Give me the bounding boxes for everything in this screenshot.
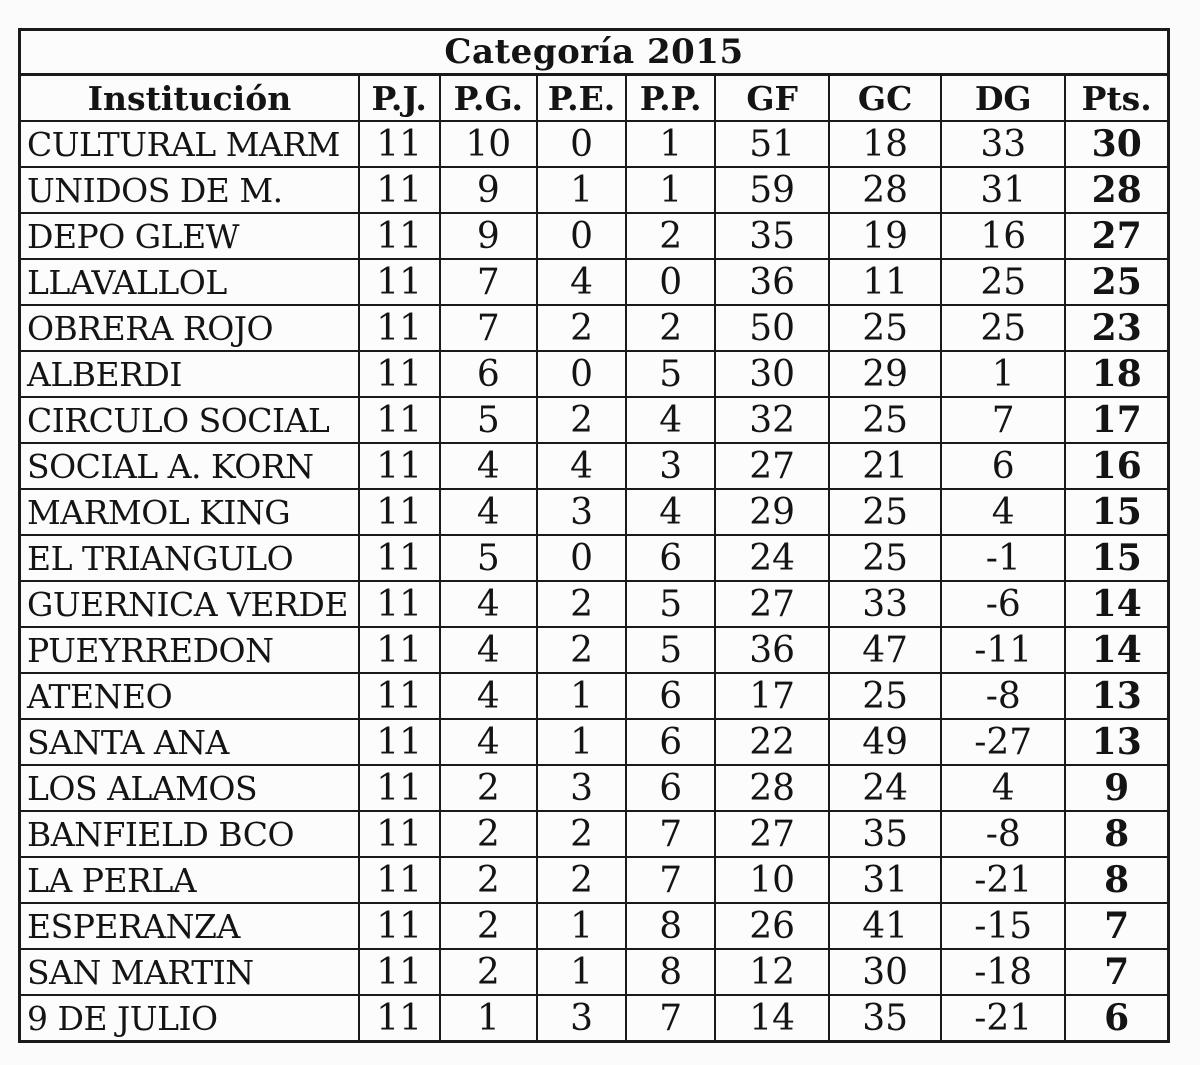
played: 11 — [359, 949, 440, 995]
won: 2 — [440, 903, 537, 949]
team-name: CIRCULO SOCIAL — [21, 397, 359, 443]
played: 11 — [359, 673, 440, 719]
goal-difference: 31 — [941, 167, 1065, 213]
lost: 2 — [626, 213, 715, 259]
played: 11 — [359, 811, 440, 857]
goals-against: 33 — [829, 581, 941, 627]
header-gf: GF — [715, 76, 829, 121]
goals-against: 47 — [829, 627, 941, 673]
goals-against: 24 — [829, 765, 941, 811]
goals-against: 25 — [829, 489, 941, 535]
played: 11 — [359, 535, 440, 581]
goals-against: 19 — [829, 213, 941, 259]
team-name: DEPO GLEW — [21, 213, 359, 259]
goal-difference: -18 — [941, 949, 1065, 995]
header-pg: P.G. — [440, 76, 537, 121]
drawn: 2 — [537, 581, 626, 627]
won: 4 — [440, 673, 537, 719]
goals-for: 30 — [715, 351, 829, 397]
goals-for: 24 — [715, 535, 829, 581]
goals-for: 26 — [715, 903, 829, 949]
lost: 7 — [626, 811, 715, 857]
header-gc: GC — [829, 76, 941, 121]
won: 4 — [440, 581, 537, 627]
team-name: 9 DE JULIO — [21, 995, 359, 1040]
drawn: 2 — [537, 627, 626, 673]
played: 11 — [359, 259, 440, 305]
goals-for: 32 — [715, 397, 829, 443]
played: 11 — [359, 443, 440, 489]
table-row — [21, 581, 1167, 627]
team-name: LOS ALAMOS — [21, 765, 359, 811]
team-name: PUEYRREDON — [21, 627, 359, 673]
goals-for: 27 — [715, 443, 829, 489]
team-name: MARMOL KING — [21, 489, 359, 535]
table-row — [21, 397, 1167, 443]
table-row — [21, 121, 1167, 167]
drawn: 0 — [537, 213, 626, 259]
drawn: 1 — [537, 903, 626, 949]
won: 4 — [440, 443, 537, 489]
drawn: 0 — [537, 351, 626, 397]
table-row — [21, 305, 1167, 351]
header-pe: P.E. — [537, 76, 626, 121]
won: 2 — [440, 765, 537, 811]
played: 11 — [359, 121, 440, 167]
standings-table — [18, 28, 1170, 1043]
won: 4 — [440, 489, 537, 535]
goals-against: 31 — [829, 857, 941, 903]
goals-against: 18 — [829, 121, 941, 167]
table-row — [21, 903, 1167, 949]
lost: 1 — [626, 121, 715, 167]
lost: 7 — [626, 857, 715, 903]
points: 27 — [1065, 213, 1167, 259]
table-row — [21, 949, 1167, 995]
team-name: LA PERLA — [21, 857, 359, 903]
drawn: 0 — [537, 535, 626, 581]
lost: 3 — [626, 443, 715, 489]
table-row — [21, 765, 1167, 811]
played: 11 — [359, 397, 440, 443]
points: 6 — [1065, 995, 1167, 1040]
goal-difference: 25 — [941, 259, 1065, 305]
lost: 1 — [626, 167, 715, 213]
team-name: CULTURAL MARM — [21, 121, 359, 167]
goals-for: 50 — [715, 305, 829, 351]
goals-against: 49 — [829, 719, 941, 765]
table-row — [21, 167, 1167, 213]
goal-difference: 16 — [941, 213, 1065, 259]
played: 11 — [359, 719, 440, 765]
lost: 5 — [626, 351, 715, 397]
goal-difference: -21 — [941, 857, 1065, 903]
team-name: SOCIAL A. KORN — [21, 443, 359, 489]
goals-against: 11 — [829, 259, 941, 305]
goals-for: 10 — [715, 857, 829, 903]
goal-difference: -27 — [941, 719, 1065, 765]
table-row — [21, 535, 1167, 581]
goals-for: 36 — [715, 259, 829, 305]
lost: 8 — [626, 903, 715, 949]
goals-for: 35 — [715, 213, 829, 259]
won: 4 — [440, 719, 537, 765]
goal-difference: 33 — [941, 121, 1065, 167]
played: 11 — [359, 489, 440, 535]
team-name: OBRERA ROJO — [21, 305, 359, 351]
drawn: 1 — [537, 167, 626, 213]
drawn: 1 — [537, 719, 626, 765]
goals-against: 25 — [829, 535, 941, 581]
lost: 4 — [626, 397, 715, 443]
played: 11 — [359, 305, 440, 351]
won: 9 — [440, 213, 537, 259]
table-row — [21, 673, 1167, 719]
points: 17 — [1065, 397, 1167, 443]
goals-for: 36 — [715, 627, 829, 673]
won: 1 — [440, 995, 537, 1040]
lost: 6 — [626, 765, 715, 811]
won: 9 — [440, 167, 537, 213]
goals-against: 21 — [829, 443, 941, 489]
goals-against: 25 — [829, 305, 941, 351]
points: 15 — [1065, 489, 1167, 535]
standings-grid — [21, 76, 1167, 1040]
team-name: UNIDOS DE M. — [21, 167, 359, 213]
drawn: 1 — [537, 949, 626, 995]
table-row — [21, 627, 1167, 673]
table-row — [21, 351, 1167, 397]
points: 28 — [1065, 167, 1167, 213]
header-pts: Pts. — [1065, 76, 1167, 121]
lost: 5 — [626, 581, 715, 627]
goal-difference: -15 — [941, 903, 1065, 949]
won: 6 — [440, 351, 537, 397]
table-title: Categoría 2015 — [21, 31, 1167, 76]
played: 11 — [359, 351, 440, 397]
goals-against: 29 — [829, 351, 941, 397]
lost: 4 — [626, 489, 715, 535]
points: 16 — [1065, 443, 1167, 489]
won: 2 — [440, 857, 537, 903]
points: 8 — [1065, 857, 1167, 903]
goal-difference: -8 — [941, 673, 1065, 719]
points: 30 — [1065, 121, 1167, 167]
lost: 0 — [626, 259, 715, 305]
points: 18 — [1065, 351, 1167, 397]
points: 13 — [1065, 719, 1167, 765]
played: 11 — [359, 857, 440, 903]
goals-for: 14 — [715, 995, 829, 1040]
drawn: 3 — [537, 489, 626, 535]
drawn: 2 — [537, 397, 626, 443]
goals-for: 27 — [715, 581, 829, 627]
header-pp: P.P. — [626, 76, 715, 121]
team-name: BANFIELD BCO — [21, 811, 359, 857]
table-row — [21, 259, 1167, 305]
table-row — [21, 857, 1167, 903]
table-row — [21, 719, 1167, 765]
goals-against: 28 — [829, 167, 941, 213]
played: 11 — [359, 903, 440, 949]
goals-against: 35 — [829, 995, 941, 1040]
drawn: 2 — [537, 811, 626, 857]
goals-for: 12 — [715, 949, 829, 995]
goals-against: 25 — [829, 397, 941, 443]
goal-difference: 1 — [941, 351, 1065, 397]
goals-for: 27 — [715, 811, 829, 857]
points: 13 — [1065, 673, 1167, 719]
won: 5 — [440, 535, 537, 581]
won: 2 — [440, 949, 537, 995]
played: 11 — [359, 167, 440, 213]
header-institucion: Institución — [21, 76, 359, 121]
points: 14 — [1065, 627, 1167, 673]
goals-against: 35 — [829, 811, 941, 857]
goal-difference: 7 — [941, 397, 1065, 443]
lost: 8 — [626, 949, 715, 995]
drawn: 2 — [537, 857, 626, 903]
goals-for: 17 — [715, 673, 829, 719]
table-row — [21, 213, 1167, 259]
goals-against: 25 — [829, 673, 941, 719]
goals-against: 30 — [829, 949, 941, 995]
played: 11 — [359, 627, 440, 673]
goal-difference: 25 — [941, 305, 1065, 351]
lost: 7 — [626, 995, 715, 1040]
goal-difference: -1 — [941, 535, 1065, 581]
won: 7 — [440, 305, 537, 351]
lost: 6 — [626, 673, 715, 719]
drawn: 4 — [537, 443, 626, 489]
points: 15 — [1065, 535, 1167, 581]
goals-against: 41 — [829, 903, 941, 949]
goal-difference: -8 — [941, 811, 1065, 857]
header-row — [21, 76, 1167, 121]
table-row — [21, 443, 1167, 489]
lost: 2 — [626, 305, 715, 351]
won: 10 — [440, 121, 537, 167]
goal-difference: -11 — [941, 627, 1065, 673]
drawn: 2 — [537, 305, 626, 351]
goals-for: 28 — [715, 765, 829, 811]
goals-for: 29 — [715, 489, 829, 535]
drawn: 1 — [537, 673, 626, 719]
won: 2 — [440, 811, 537, 857]
won: 5 — [440, 397, 537, 443]
goals-for: 59 — [715, 167, 829, 213]
table-row — [21, 811, 1167, 857]
team-name: ALBERDI — [21, 351, 359, 397]
table-row — [21, 995, 1167, 1040]
played: 11 — [359, 213, 440, 259]
goal-difference: 4 — [941, 489, 1065, 535]
team-name: ATENEO — [21, 673, 359, 719]
team-name: ESPERANZA — [21, 903, 359, 949]
table-row — [21, 489, 1167, 535]
header-dg: DG — [941, 76, 1065, 121]
goals-for: 51 — [715, 121, 829, 167]
drawn: 4 — [537, 259, 626, 305]
goal-difference: -21 — [941, 995, 1065, 1040]
drawn: 3 — [537, 765, 626, 811]
lost: 6 — [626, 535, 715, 581]
played: 11 — [359, 581, 440, 627]
goal-difference: 6 — [941, 443, 1065, 489]
team-name: EL TRIANGULO — [21, 535, 359, 581]
points: 14 — [1065, 581, 1167, 627]
table-body — [21, 121, 1167, 1040]
points: 7 — [1065, 903, 1167, 949]
points: 8 — [1065, 811, 1167, 857]
goal-difference: 4 — [941, 765, 1065, 811]
played: 11 — [359, 765, 440, 811]
header-pj: P.J. — [359, 76, 440, 121]
points: 7 — [1065, 949, 1167, 995]
played: 11 — [359, 995, 440, 1040]
won: 7 — [440, 259, 537, 305]
goal-difference: -6 — [941, 581, 1065, 627]
points: 23 — [1065, 305, 1167, 351]
team-name: SANTA ANA — [21, 719, 359, 765]
lost: 5 — [626, 627, 715, 673]
points: 25 — [1065, 259, 1167, 305]
drawn: 0 — [537, 121, 626, 167]
drawn: 3 — [537, 995, 626, 1040]
team-name: LLAVALLOL — [21, 259, 359, 305]
goals-for: 22 — [715, 719, 829, 765]
team-name: SAN MARTIN — [21, 949, 359, 995]
lost: 6 — [626, 719, 715, 765]
team-name: GUERNICA VERDE — [21, 581, 359, 627]
won: 4 — [440, 627, 537, 673]
points: 9 — [1065, 765, 1167, 811]
